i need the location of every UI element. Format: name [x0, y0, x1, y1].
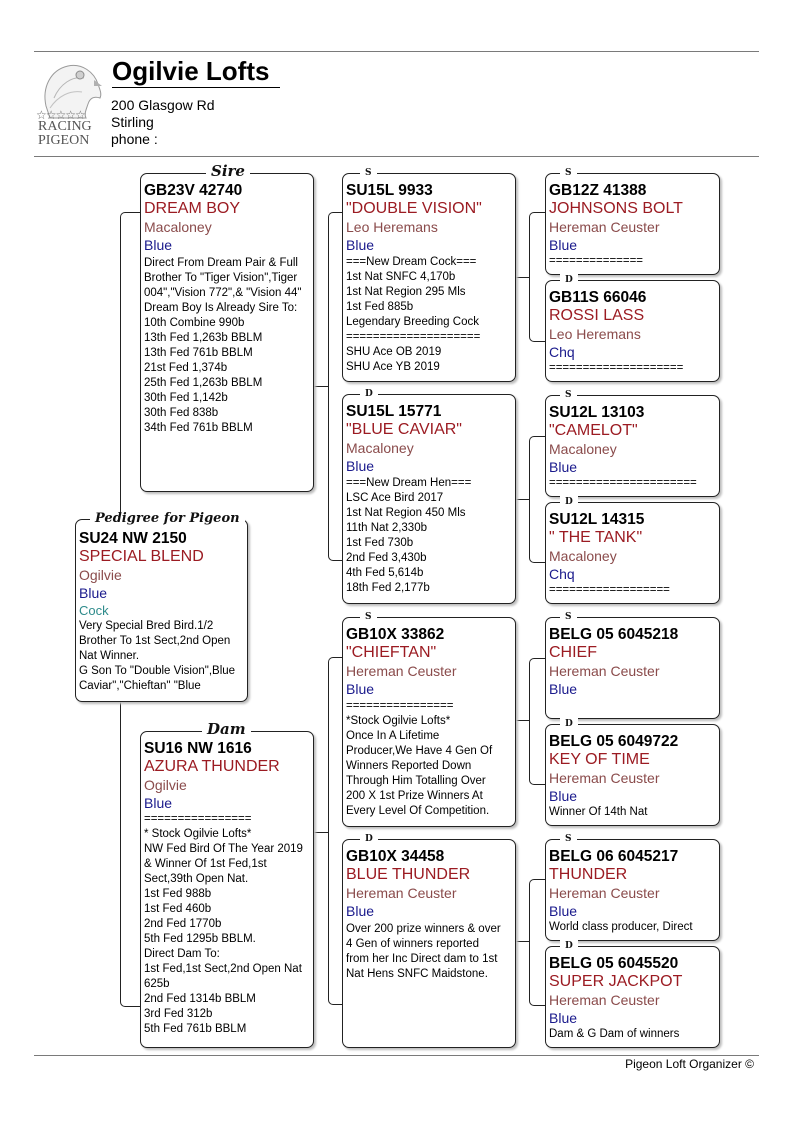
ddd-colour: Blue [549, 1010, 578, 1026]
header-bottom-rule [34, 156, 759, 157]
dam-dam-card[interactable] [342, 839, 516, 1048]
address-line-2: Stirling [111, 114, 154, 130]
dsd-ring: BELG 05 6049722 [549, 733, 679, 750]
sdd-card[interactable] [545, 502, 720, 604]
dds-ring: BELG 06 6045217 [549, 848, 679, 865]
dsd-card[interactable] [545, 724, 720, 826]
ddd-ring: BELG 05 6045520 [549, 955, 679, 972]
ddd-card[interactable] [545, 946, 720, 1048]
ddd-label: D [560, 939, 578, 953]
sire-label: Sire [206, 164, 250, 178]
dam-ring: SU16 NW 1616 [144, 740, 252, 757]
dsd-name: KEY OF TIME [549, 751, 650, 768]
address-line-1: 200 Glasgow Rd [111, 97, 215, 113]
sss-breeder: Hereman Ceuster [549, 219, 660, 235]
sss-name: JOHNSONS BOLT [549, 200, 683, 217]
sire-sire-colour: Blue [346, 237, 375, 253]
dss-ring: BELG 05 6045218 [549, 626, 679, 643]
ssd-label: D [560, 273, 578, 287]
sire-breeder: Macaloney [144, 219, 212, 235]
ssd-card[interactable] [545, 280, 720, 382]
dss-breeder: Hereman Ceuster [549, 663, 660, 679]
ssd-notes: ==================== [549, 362, 684, 374]
dam-colour: Blue [144, 795, 173, 811]
connector-dd-stub [515, 941, 529, 942]
sss-ring: GB12Z 41388 [549, 182, 647, 199]
connector-sd-stub [515, 499, 529, 500]
dam-sire-notes: ================ *Stock Ogilvie Lofts* Once In A Lifetime Producer,We Have 4 Gen Of Winners Reported Down Through Him Totalling Over 200 X 1st Prize Winners At Every Level Of Competition. [346, 700, 493, 817]
sds-breeder: Macaloney [549, 441, 617, 457]
ddd-notes: Dam & G Dam of winners [549, 1028, 680, 1040]
subject-card[interactable] [75, 519, 248, 702]
ssd-breeder: Leo Heremans [549, 326, 641, 342]
connector-dam-parents [328, 657, 343, 1005]
dam-breeder: Ogilvie [144, 777, 187, 793]
dam-sire-name: "CHIEFTAN" [346, 644, 437, 661]
connector-sire-stub [313, 386, 328, 387]
connector-dam-stub [313, 832, 328, 833]
sire-sire-card[interactable] [342, 173, 516, 382]
dsd-colour: Blue [549, 788, 578, 804]
dam-dam-label: D [360, 832, 378, 846]
dam-dam-colour: Blue [346, 903, 375, 919]
footer-rule [34, 1055, 759, 1056]
sds-card[interactable] [545, 395, 720, 497]
sire-sire-name: "DOUBLE VISION" [346, 200, 482, 217]
sds-name: "CAMELOT" [549, 422, 638, 439]
sss-card[interactable] [545, 173, 720, 275]
subject-breeder: Ogilvie [79, 567, 122, 583]
sss-label: S [560, 166, 577, 180]
subject-name: SPECIAL BLEND [79, 548, 204, 565]
sire-sire-label: S [360, 166, 377, 180]
sdd-colour: Chq [549, 566, 575, 582]
sdd-label: D [560, 495, 578, 509]
dam-card[interactable] [140, 731, 314, 1048]
dds-label: S [560, 832, 577, 846]
sire-card[interactable] [140, 173, 314, 492]
logo-text-pigeon: PIGEON [38, 133, 90, 148]
dam-dam-name: BLUE THUNDER [346, 866, 471, 883]
sire-dam-breeder: Macaloney [346, 440, 414, 456]
dsd-breeder: Hereman Ceuster [549, 770, 660, 786]
ssd-ring: GB11S 66046 [549, 289, 647, 306]
dds-card[interactable] [545, 839, 720, 941]
sds-ring: SU12L 13103 [549, 404, 645, 421]
subject-ring: SU24 NW 2150 [79, 530, 187, 547]
dam-label: Dam [202, 722, 251, 736]
ssd-colour: Chq [549, 344, 575, 360]
ssd-name: ROSSI LASS [549, 307, 645, 324]
sire-sire-ring: SU15L 9933 [346, 182, 433, 199]
dds-name: THUNDER [549, 866, 628, 883]
connector-sire-parents [328, 212, 343, 561]
header-top-rule [34, 51, 759, 52]
dam-dam-ring: GB10X 34458 [346, 848, 445, 865]
logo-stars: ☆☆☆☆☆ [36, 108, 85, 122]
dss-card[interactable] [545, 617, 720, 719]
dam-dam-notes: Over 200 prize winners & over 4 Gen of winners reported from her Inc Direct dam to 1st Nat Hens SNFC Maidstone. [346, 923, 501, 980]
sss-colour: Blue [549, 237, 578, 253]
sire-sire-breeder: Leo Heremans [346, 219, 438, 235]
sire-dam-notes: ===New Dream Hen=== LSC Ace Bird 2017 1st Nat Region 450 Mls 11th Nat 2,330b 1st Fed 730b 2nd Fed 3,430b 4th Fed 5,614b 18th Fed 2,177b [346, 477, 472, 594]
ddd-breeder: Hereman Ceuster [549, 992, 660, 1008]
dsd-label: D [560, 717, 578, 731]
sds-notes: ====================== [549, 477, 697, 489]
sire-notes: Direct From Dream Pair & Full Brother To "Tiger Vision",Tiger 004","Vision 772",& "Vision 44" Dream Boy Is Already Sire To: 10th Combine 990b 13th Fed 1,263b BBLM 13th Fed 761b BBLM 21st Fed 1,374b 25th Fed 1,263b BBLM 30th Fed 1,142b 30th Fed 838b 34th Fed 761b BBLM [144, 257, 302, 434]
dss-label: S [560, 610, 577, 624]
sire-dam-card[interactable] [342, 394, 516, 604]
dss-name: CHIEF [549, 644, 597, 661]
sdd-name: " THE TANK" [549, 529, 643, 546]
subject-label: Pedigree for Pigeon [90, 512, 245, 526]
sds-label: S [560, 388, 577, 402]
dam-sire-colour: Blue [346, 681, 375, 697]
dam-sire-card[interactable] [342, 617, 516, 827]
dam-name: AZURA THUNDER [144, 758, 280, 775]
sire-ring: GB23V 42740 [144, 182, 243, 199]
sire-colour: Blue [144, 237, 173, 253]
sdd-notes: ================== [549, 584, 670, 596]
connector-ds-stub [515, 720, 529, 721]
sdd-breeder: Macaloney [549, 548, 617, 564]
sire-name: DREAM BOY [144, 200, 241, 217]
dam-dam-breeder: Hereman Ceuster [346, 885, 457, 901]
ddd-name: SUPER JACKPOT [549, 973, 683, 990]
dds-breeder: Hereman Ceuster [549, 885, 660, 901]
subject-notes: Very Special Bred Bird.1/2 Brother To 1st Sect,2nd Open Nat Winner. G Son To "Double Vision",Blue Caviar","Chieftan" "Blue [79, 620, 236, 692]
dam-notes: ================ * Stock Ogilvie Lofts* NW Fed Bird Of The Year 2019 & Winner Of 1st Fed,1st Sect,39th Open Nat. 1st Fed 988b 1st Fed 460b 2nd Fed 1770b 5th Fed 1295b BBLM. Direct Dam To: 1st Fed,1st Sect,2nd Open Nat 625b 2nd Fed 1314b BBLM 3rd Fed 312b 5th Fed 761b BBLM [144, 813, 303, 1035]
loft-name: Ogilvie Lofts [112, 56, 280, 88]
sds-colour: Blue [549, 459, 578, 475]
dds-notes: World class producer, Direct [549, 921, 693, 933]
dam-sire-breeder: Hereman Ceuster [346, 663, 457, 679]
footer-credit: Pigeon Loft Organizer © [625, 1057, 754, 1071]
dss-colour: Blue [549, 681, 578, 697]
sss-notes: ============== [549, 255, 644, 267]
subject-sex: Cock [79, 603, 109, 618]
sdd-ring: SU12L 14315 [549, 511, 645, 528]
logo-text-racing: RACING [38, 119, 92, 134]
connector-ss-stub [515, 277, 529, 278]
dsd-notes: Winner Of 14th Nat [549, 806, 648, 818]
sire-dam-label: D [360, 387, 378, 401]
sire-sire-notes: ===New Dream Cock=== 1st Nat SNFC 4,170b 1st Nat Region 295 Mls 1st Fed 885b Legendary Breeding Cock ==================== SHU Ace OB 2019 SHU Ace YB 2019 [346, 256, 481, 373]
subject-colour: Blue [79, 585, 108, 601]
phone-label: phone : [111, 131, 158, 147]
dds-colour: Blue [549, 903, 578, 919]
dam-sire-ring: GB10X 33862 [346, 626, 445, 643]
sire-dam-colour: Blue [346, 458, 375, 474]
sire-dam-name: "BLUE CAVIAR" [346, 421, 462, 438]
dam-sire-label: S [360, 610, 377, 624]
sire-dam-ring: SU15L 15771 [346, 403, 442, 420]
